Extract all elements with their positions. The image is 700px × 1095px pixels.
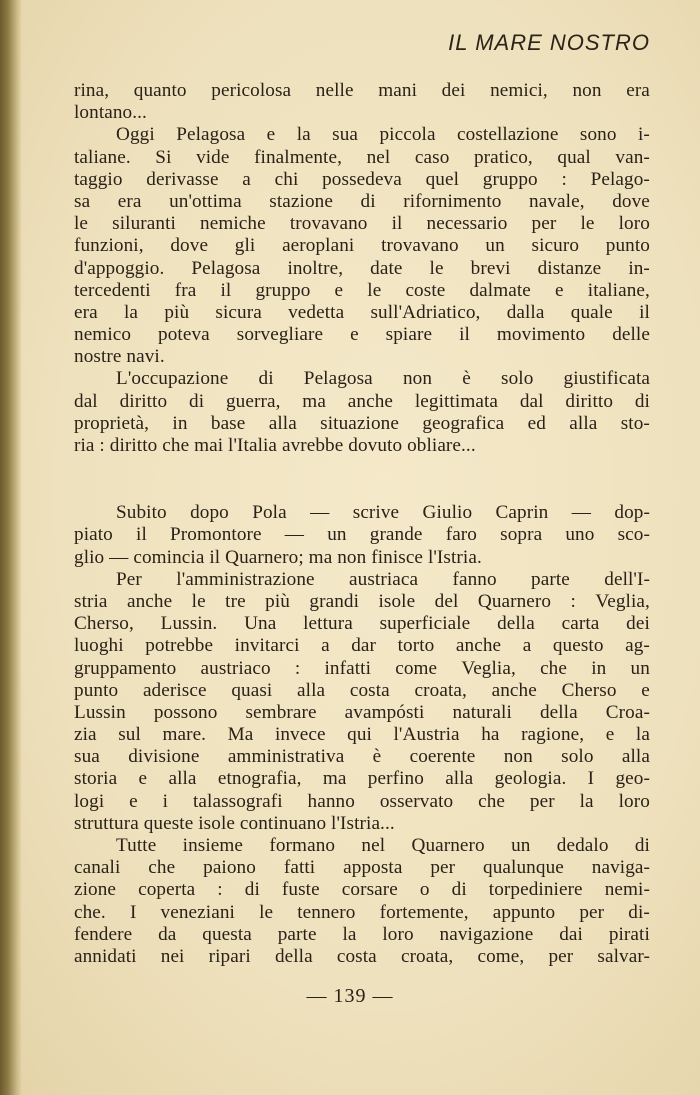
text-line: Oggi Pelagosa e la sua piccola costellazione sono i- [116,124,650,146]
text-line: nostre navi. [74,346,165,368]
text-line: dal diritto di guerra, ma anche legittimata dal diritto di [74,390,650,412]
text-line: sua divisione amministrativa è coerente non solo alla [74,746,650,768]
text-line: Tutte insieme formano nel Quarnero un dedalo di [116,835,650,856]
page-spine-shadow [0,0,22,1095]
text-line: canali che paiono fatti apposta per qualunque naviga- [74,857,650,879]
text-line: L'occupazione di Pelagosa non è solo giustificata [116,368,650,390]
text-line: Lussin possono sembrare avampósti naturali della Croa- [74,701,650,723]
text-line: d'appoggio. Pelagosa inoltre, date le brevi distanze in- [74,257,650,279]
text-line: ria : diritto che mai l'Italia avrebbe dovuto obliare... [74,435,476,456]
text-line: stria anche le tre più grandi isole del Quarnero : Veglia, [74,590,650,612]
text-line: Cherso, Lussin. Una lettura superficiale della carta dei [74,613,650,635]
paragraph [74,569,650,835]
paragraph [74,80,650,124]
text-line: sa era un'ottima stazione di rifornimento navale, dove [74,190,650,212]
text-line: glio — comincia il Quarnero; ma non finisce l'Istria. [74,546,482,568]
text-line: logi e i talassografi hanno osservato che per la loro [74,790,650,812]
page-number: — 139 — [306,985,394,1007]
text-line: che. I veneziani le tennero fortemente, appunto per di- [74,901,650,923]
text-line: piato il Promontore — un grande faro sopra uno sco- [74,524,650,546]
text-line: zione coperta : di fuste corsare o di torpediniere nemi- [74,879,650,901]
text-line: rina, quanto pericolosa nelle mani dei nemici, non era [74,80,650,101]
text-line: taliane. Si vide finalmente, nel caso pratico, qual van- [74,146,650,168]
text-line: zia sul mare. Ma invece qui l'Austria ha ragione, e la [74,724,650,746]
text-line: storia e alla etnografia, ma perfino alla geologia. I geo- [74,768,650,790]
paragraph-gap [74,457,650,502]
paragraph [74,502,650,569]
text-line: proprietà, in base alla situazione geografica ed alla sto- [74,412,650,434]
text-line: gruppamento austriaco : infatti come Veglia, che in un [74,657,650,679]
text-line: le siluranti nemiche trovavano il necessario per le loro [74,213,650,235]
text-line: Subito dopo Pola — scrive Giulio Caprin — dop- [116,502,650,524]
paragraph [74,124,650,368]
paragraph [74,368,650,457]
text-line: fendere da questa parte la loro navigazione dai pirati [74,923,650,945]
text-line: funzioni, dove gli aeroplani trovavano un sicuro punto [74,235,650,257]
running-head: IL MARE NOSTRO [448,30,650,55]
text-line: era la più sicura vedetta sull'Adriatico, dalla quale il [74,301,650,323]
text-line: taggio derivasse a chi possedeva quel gruppo : Pelago- [74,168,650,190]
text-line: tercedenti fra il gruppo e le coste dalmate e italiane, [74,279,650,301]
text-line: Per l'amministrazione austriaca fanno parte dell'I- [116,568,650,590]
text-line: luoghi potrebbe invitarci a dar torto anche a questo ag- [74,635,650,657]
text-line: lontano... [74,102,147,124]
text-line: struttura queste isole continuano l'Istria... [74,812,395,834]
text-line: annidati nei ripari della costa croata, come, per salvar- [74,945,650,967]
body-text [74,80,650,968]
text-line: nemico poteva sorvegliare e spiare il movimento delle [74,324,650,346]
text-line: punto aderisce quasi alla costa croata, anche Cherso e [74,679,650,701]
paragraph [74,835,650,968]
